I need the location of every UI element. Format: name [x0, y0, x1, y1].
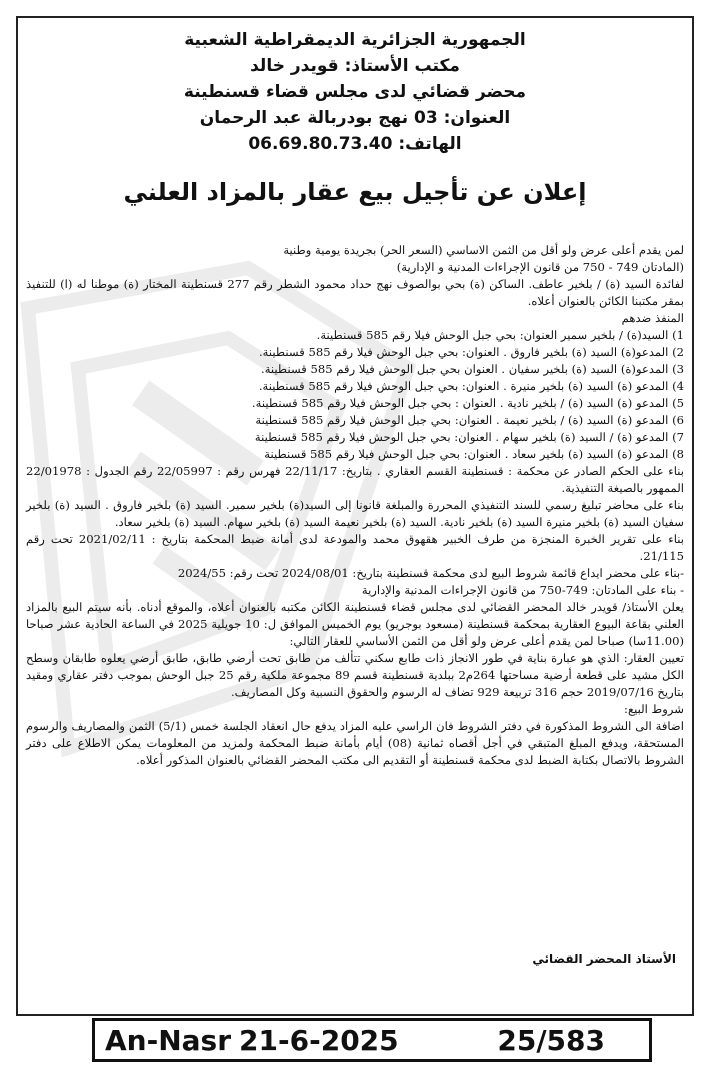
beneficiary-paragraph: لفائدة السيد (ة) / بلخير عاطف. الساكن (ة) بحي بوالصوف نهج حداد محمود الشطر رقم 277 قسنطينة المختار (ة) موطنا له (ا) للتنفيذ بمقر مكتبنا الكائن بالعنوان أعلاه.	[26, 277, 684, 308]
header-line-address: العنوان: 03 نهج بودربالة عبد الرحمان	[199, 108, 511, 128]
judgment-paragraph: بناء على الحكم الصادر عن محكمة : قسنطينة القسم العقاري . بتاريخ: 22/11/17 فهرس رقم : 22/05997 رقم الجدول : 22/01978 الممهور بالصيغة التنفيذية.	[26, 464, 684, 495]
notice-body	[26, 242, 684, 769]
sale-conditions-paragraph: اضافة الى الشروط المذكورة في دفتر الشروط فان الراسي عليه المزاد يدفع حال انعقاد الجلسة خمس (5/1) الثمن والمصاريف والرسوم المستحقة، ويدفع المبلغ المتبقي في أجل أقصاه ثمانية (08) أيام بأمانة ضبط المحكمة ولمزيد من المعلومات يمكن الاطلاع على دفتر الشروط بالاتصال بكتابة الضبط لدى محكمة قسنطينة أو التقديم الى مكتب المحضر القضائي بالعنوان المذكور أعلاه.	[26, 719, 684, 767]
header-line-bailiff: محضر قضائي لدى مجلس قضاء قسنطينة	[183, 82, 527, 102]
defendant-item: 7) المدعو (ة) / السيد (ة) بلخير سهام . العنوان: بحي جبل الوحش فيلا رقم 585 قسنطينة	[254, 430, 684, 444]
notice-title: إعلان عن تأجيل بيع عقار بالمزاد العلني	[123, 178, 587, 206]
header-line-office: مكتب الأستاذ: قويدر خالد	[250, 56, 460, 76]
notice-frame	[16, 16, 694, 1016]
intro-articles-line: (المادتان 749 - 750 من قانون الإجراءات المدنية و الإدارية)	[396, 260, 684, 274]
sale-announcement-paragraph: يعلن الأستاذ/ قويدر خالد المحضر القضائي لدى مجلس قضاء قسنطينة الكائن مكتبه بالعنوان أعلاه، والموقع أدناه. بأنه سيتم البيع بالمزاد العلني بقاعة البيوع العقارية بمحكمة قسنطينة (مسعود بوجريو) يوم الخميس الموافق ل: 10 جويلية 2025 في الساعة الحادية عشر صباحا (11.00سا) صباحا لمن يقدم أعلى عرض ولو أقل من الثمن الأساسي للعقار التالي:	[26, 600, 684, 648]
signature-line: الأستاذ المحضر القضائي	[532, 952, 676, 966]
property-description-paragraph: تعيين العقار: الذي هو عبارة بناية في طور الانجاز ذات طابع سكني تتألف من طابق تحت أرضي طابق، طابق أرضي يعلوه طابقان وسطح الكل مشيد على قطعة أرضية مساحتها 264م2 ببلدية قسنطينة قسم 89 مجموعة ملكية رقم 25 جبل الوحش بموجب دفتر عقاري ومقيد بتاريخ 2019/07/16 حجم 316 تربيعة 929 تضاف له الرسوم والحقوق النسبية وكل المصاريف.	[26, 651, 684, 699]
sale-conditions-label: شروط البيع:	[624, 702, 684, 716]
publication-name: An-Nasr	[105, 1023, 232, 1057]
header-line-republic: الجمهورية الجزائرية الديمقراطية الشعبية	[184, 30, 526, 50]
header-line-phone: الهاتف: 06.69.80.73.40	[248, 134, 462, 154]
publication-number: 25/583	[497, 1023, 605, 1057]
publication-footer	[92, 1018, 652, 1062]
expertise-paragraph: بناء على تقرير الخبرة المنجزة من طرف الخبير هقهوق محمد والمودعة لدى أمانة ضبط المحكمة بتاريخ : 2021/02/11 تحت رقم 21/115.	[26, 532, 684, 563]
filing-line: -بناء على محضر ايداع قائمة شروط البيع لدى محكمة قسنطينة بتاريخ: 2024/08/01 تحت رقم: 2024/55	[177, 566, 684, 580]
intro-line: لمن يقدم أعلى عرض ولو أقل من الثمن الاساسي (السعر الحر) بجريدة يومية وطنية	[283, 243, 684, 257]
publication-date: 21-6-2025	[239, 1023, 399, 1057]
defendant-item: 8) المدعو (ة) السيد (ة) بلخير سعاد . العنوان: بحي جبل الوحش فيلا رقم 585 قسنطينة	[264, 447, 684, 461]
defendant-item: 3) المدعو(ة) السيد (ة) بلخير سفيان . العنوان بحي جبل الوحش فيلا رقم 585 قسنطينة.	[261, 362, 684, 376]
defendant-item: 4) المدعو (ة) السيد (ة) بلخير منيرة . العنوان: بحي جبل الوحش فيلا رقم 585 قسنطينة.	[258, 379, 684, 393]
defendants-label: المنفذ ضدهم	[621, 311, 684, 325]
defendant-item: 5) المدعو (ة) السيد (ة) / بلخير نادية . العنوان : بحي جبل الوحش فيلا رقم 585 قسنطينة.	[251, 396, 684, 410]
defendant-item: 2) المدعو(ة) السيد (ة) بلخير فاروق . العنوان: بحي جبل الوحش فيلا رقم 585 قسنطينة.	[258, 345, 684, 359]
articles-line: - بناء على المادتان: 749-750 من قانون الإجراءات المدنية والإدارية	[361, 583, 684, 597]
notification-paragraph: بناء على محاضر تبليغ رسمي للسند التنفيذي المحررة والمبلغة قانونا إلى السيد(ة) بلخير سمير. السيد (ة) بلخير فاروق . السيد (ة) بلخير سفيان السيد (ة) بلخير منيرة السيد (ة) بلخير نادية. السيد (ة) بلخير نعيمة السيد (ة) بلخير سهام. السيد (ة) بلخير سعاد.	[26, 498, 684, 529]
defendant-item: 1) السيد(ة) / بلخير سمير العنوان: بحي جبل الوحش فيلا رقم 585 قسنطينة.	[316, 328, 684, 342]
defendant-item: 6) المدعو (ة) السيد (ة) / بلخير نعيمة . العنوان: بحي جبل الوحش فيلا رقم 585 قسنطينة	[255, 413, 684, 427]
